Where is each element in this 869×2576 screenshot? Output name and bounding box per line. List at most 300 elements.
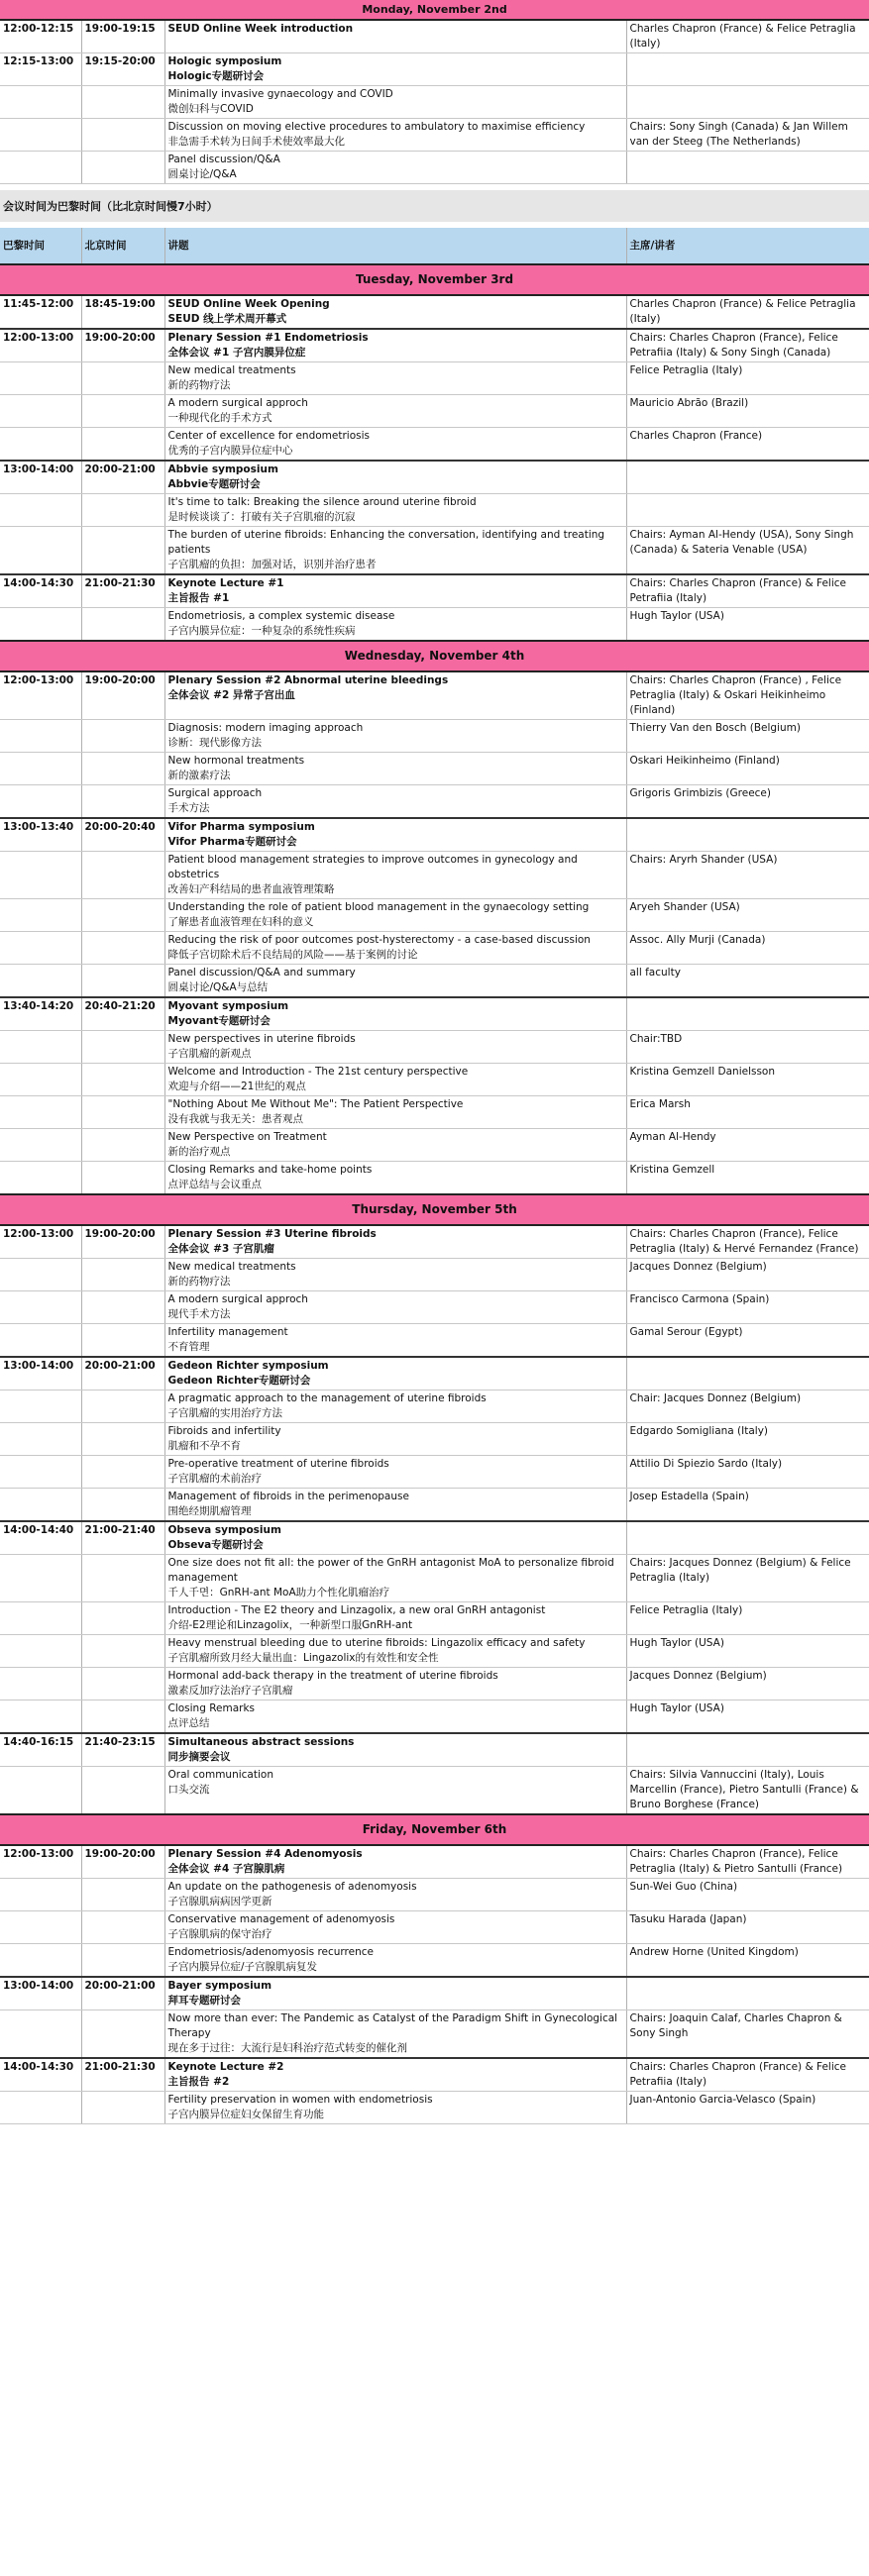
chair-speaker: Assoc. Ally Murji (Canada) — [626, 932, 869, 965]
paris-time — [0, 119, 81, 152]
paris-time — [0, 1031, 81, 1064]
topic-line: 圆桌讨论/Q&A — [167, 168, 237, 180]
topic-line: Obseva专题研讨会 — [167, 1539, 264, 1551]
beijing-time: 20:00-21:00 — [81, 461, 164, 494]
day-header-row — [0, 0, 869, 20]
column-header-topic: 讲题 — [164, 228, 626, 264]
topic-line: 子宫肌瘤的新观点 — [167, 1048, 252, 1060]
chair-speaker: Chairs: Aryrh Shander (USA) — [626, 852, 869, 899]
day-header-row — [0, 264, 869, 295]
chair-speaker: Charles Chapron (France) — [626, 428, 869, 462]
topic-line: Panel discussion/Q&A — [167, 154, 280, 165]
session-row — [0, 2058, 869, 2092]
beijing-time — [81, 152, 164, 184]
paris-time: 14:00-14:30 — [0, 574, 81, 608]
topic-line: 点评总结与会议重点 — [167, 1179, 262, 1190]
topic-line: Hormonal add-back therapy in the treatment of uterine fibroids — [167, 1670, 498, 1682]
paris-time — [0, 899, 81, 932]
topic-line: 新的药物疗法 — [167, 1276, 231, 1288]
topic-line: It's time to talk: Breaking the silence around uterine fibroid — [167, 496, 477, 508]
topic-line: 优秀的子宫内膜异位症中心 — [167, 445, 293, 457]
topic — [164, 295, 626, 329]
topic — [164, 395, 626, 428]
topic-line: Plenary Session #3 Uterine fibroids — [167, 1228, 377, 1240]
topic-line: One size does not fit all: the power of the GnRH antagonist MoA to personalize fibroid management — [167, 1557, 614, 1584]
paris-time — [0, 152, 81, 184]
topic — [164, 1423, 626, 1456]
topic-line: Infertility management — [167, 1326, 288, 1338]
topic-line: Pre-operative treatment of uterine fibroids — [167, 1458, 389, 1470]
paris-time — [0, 1668, 81, 1700]
topic-line: New medical treatments — [167, 364, 296, 376]
topic-line: Now more than ever: The Pandemic as Catalyst of the Paradigm Shift in Gynecological Therapy — [167, 2012, 618, 2039]
day-title: Wednesday, November 4th — [0, 641, 869, 671]
session-row — [0, 1031, 869, 1064]
session-row — [0, 1456, 869, 1489]
topic-line: Endometriosis/adenomyosis recurrence — [167, 1946, 374, 1958]
topic — [164, 785, 626, 819]
topic-line: 肌瘤和不孕不育 — [167, 1440, 241, 1452]
beijing-time: 19:00-20:00 — [81, 329, 164, 362]
chair-speaker: Jacques Donnez (Belgium) — [626, 1259, 869, 1291]
topic-line: Abbvie symposium — [167, 464, 278, 475]
topic-line: Patient blood management strategies to improve outcomes in gynecology and obstetrics — [167, 854, 578, 880]
topic-line: Hologic专题研讨会 — [167, 70, 265, 82]
topic-line: Conservative management of adenomyosis — [167, 1913, 395, 1925]
topic-line: New medical treatments — [167, 1261, 296, 1273]
topic-line: New perspectives in uterine fibroids — [167, 1033, 356, 1045]
topic-line: Fertility preservation in women with endometriosis — [167, 2094, 433, 2106]
session-row — [0, 20, 869, 53]
session-row — [0, 362, 869, 395]
topic-line: 全体会议 #3 子宫肌瘤 — [167, 1243, 274, 1255]
chair-speaker: Chairs: Charles Chapron (France), Felice Petraglia (Italy) & Hervé Fernandez (France) — [626, 1225, 869, 1259]
topic — [164, 1489, 626, 1522]
topic — [164, 932, 626, 965]
paris-time: 12:00-13:00 — [0, 1845, 81, 1879]
paris-time — [0, 932, 81, 965]
topic-line: 诊断：现代影像方法 — [167, 737, 262, 749]
paris-time — [0, 1489, 81, 1522]
topic — [164, 818, 626, 852]
beijing-time — [81, 1635, 164, 1668]
session-row — [0, 1162, 869, 1195]
chair-speaker — [626, 1733, 869, 1767]
session-row — [0, 295, 869, 329]
session-row — [0, 932, 869, 965]
topic-line: Minimally invasive gynaecology and COVID — [167, 88, 393, 100]
chair-speaker: Oskari Heikinheimo (Finland) — [626, 753, 869, 785]
chair-speaker: Mauricio Abrão (Brazil) — [626, 395, 869, 428]
session-row — [0, 1635, 869, 1668]
paris-time — [0, 753, 81, 785]
topic-line: 了解患者血液管理在妇科的意义 — [167, 916, 314, 928]
topic-line: 一种现代化的手术方式 — [167, 412, 272, 424]
topic-line: 千人千면：GnRH-ant MoA助力个性化肌瘤治疗 — [167, 1587, 390, 1598]
session-row — [0, 965, 869, 998]
topic-line: 子宫肌瘤的术前治疗 — [167, 1473, 262, 1485]
topic — [164, 1767, 626, 1815]
topic-line: 不育管理 — [167, 1341, 210, 1353]
topic-line: 现代手术方法 — [167, 1308, 231, 1320]
paris-time — [0, 1456, 81, 1489]
paris-time — [0, 1944, 81, 1978]
topic — [164, 1096, 626, 1129]
topic-line: 点评总结 — [167, 1717, 210, 1729]
topic-line: 微创妇科与COVID — [167, 103, 254, 115]
chair-speaker: Gamal Serour (Egypt) — [626, 1324, 869, 1358]
session-row — [0, 818, 869, 852]
chair-speaker: Chair: Jacques Donnez (Belgium) — [626, 1391, 869, 1423]
beijing-time — [81, 1456, 164, 1489]
chair-speaker: Chairs: Charles Chapron (France) & Felice Petrafiia (Italy) — [626, 2058, 869, 2092]
session-row — [0, 753, 869, 785]
chair-speaker: Andrew Horne (United Kingdom) — [626, 1944, 869, 1978]
paris-time: 13:00-14:00 — [0, 1977, 81, 2010]
beijing-time — [81, 395, 164, 428]
topic-line: 拜耳专题研讨会 — [167, 1995, 241, 2007]
session-row — [0, 997, 869, 1031]
topic — [164, 2092, 626, 2124]
session-row — [0, 1064, 869, 1096]
topic-line: A modern surgical approch — [167, 1293, 308, 1305]
topic-line: Oral communication — [167, 1769, 273, 1781]
chair-speaker: Ayman Al-Hendy — [626, 1129, 869, 1162]
topic — [164, 53, 626, 86]
beijing-time — [81, 119, 164, 152]
chair-speaker: all faculty — [626, 965, 869, 998]
beijing-time — [81, 1291, 164, 1324]
session-row — [0, 395, 869, 428]
topic-line: Surgical approach — [167, 787, 263, 799]
topic — [164, 428, 626, 462]
paris-time — [0, 1291, 81, 1324]
beijing-time — [81, 932, 164, 965]
beijing-time — [81, 1031, 164, 1064]
column-header-paris: 巴黎时间 — [0, 228, 81, 264]
paris-time — [0, 1259, 81, 1291]
topic-line: SEUD Online Week introduction — [167, 23, 354, 35]
chair-speaker: Tasuku Harada (Japan) — [626, 1911, 869, 1944]
topic — [164, 1357, 626, 1391]
day-title: Friday, November 6th — [0, 1814, 869, 1845]
beijing-time: 19:00-19:15 — [81, 20, 164, 53]
day-title: Tuesday, November 3rd — [0, 264, 869, 295]
topic-line: 是时候谈谈了：打破有关子宫肌瘤的沉寂 — [167, 511, 356, 523]
topic-line: 新的药物疗法 — [167, 379, 231, 391]
chair-speaker: Sun-Wei Guo (China) — [626, 1879, 869, 1911]
topic — [164, 329, 626, 362]
paris-time — [0, 1555, 81, 1602]
topic-line: Myovant专题研讨会 — [167, 1015, 271, 1027]
session-row — [0, 899, 869, 932]
paris-time: 13:40-14:20 — [0, 997, 81, 1031]
topic-line: Reducing the risk of poor outcomes post-hysterectomy - a case-based discussion — [167, 934, 591, 946]
topic — [164, 1977, 626, 2010]
topic-line: Hologic symposium — [167, 55, 282, 67]
topic-line: A modern surgical approch — [167, 397, 308, 409]
beijing-time — [81, 1162, 164, 1195]
paris-time — [0, 2010, 81, 2059]
chair-speaker: Attilio Di Spiezio Sardo (Italy) — [626, 1456, 869, 1489]
session-row — [0, 1391, 869, 1423]
topic — [164, 1602, 626, 1635]
chair-speaker: Chair:TBD — [626, 1031, 869, 1064]
paris-time — [0, 1129, 81, 1162]
session-row — [0, 1767, 869, 1815]
chair-speaker: Chairs: Charles Chapron (France), Felice Petrafiia (Italy) & Sony Singh (Canada) — [626, 329, 869, 362]
topic-line: 降低子宫切除术后不良结局的风险——基于案例的讨论 — [167, 949, 418, 961]
paris-time: 12:00-12:15 — [0, 20, 81, 53]
paris-time — [0, 1162, 81, 1195]
topic — [164, 965, 626, 998]
beijing-time — [81, 1489, 164, 1522]
chair-speaker: Charles Chapron (France) & Felice Petraglia (Italy) — [626, 295, 869, 329]
beijing-time: 20:00-21:00 — [81, 1977, 164, 2010]
paris-time — [0, 1064, 81, 1096]
chair-speaker: Felice Petraglia (Italy) — [626, 362, 869, 395]
chair-speaker: Chairs: Jacques Donnez (Belgium) & Felice Petraglia (Italy) — [626, 1555, 869, 1602]
topic — [164, 1291, 626, 1324]
column-header-row — [0, 228, 869, 264]
paris-time — [0, 1635, 81, 1668]
chair-speaker — [626, 818, 869, 852]
chair-speaker — [626, 1357, 869, 1391]
topic-line: Fibroids and infertility — [167, 1425, 281, 1437]
topic-line: 子宫腺肌病病因学更新 — [167, 1896, 272, 1907]
topic — [164, 119, 626, 152]
topic — [164, 494, 626, 527]
chair-speaker: Felice Petraglia (Italy) — [626, 1602, 869, 1635]
beijing-time: 18:45-19:00 — [81, 295, 164, 329]
beijing-time — [81, 608, 164, 642]
topic — [164, 362, 626, 395]
chair-speaker: Charles Chapron (France) & Felice Petraglia (Italy) — [626, 20, 869, 53]
topic-line: The burden of uterine fibroids: Enhancing the conversation, identifying and treating patients — [167, 529, 605, 556]
beijing-time — [81, 899, 164, 932]
topic — [164, 1391, 626, 1423]
session-row — [0, 1096, 869, 1129]
topic — [164, 1129, 626, 1162]
topic-line: Plenary Session #2 Abnormal uterine bleedings — [167, 674, 449, 686]
beijing-time: 21:00-21:30 — [81, 574, 164, 608]
session-row — [0, 86, 869, 119]
topic — [164, 852, 626, 899]
topic-line: Vifor Pharma专题研讨会 — [167, 836, 297, 848]
topic-line: 圆桌讨论/Q&A与总结 — [167, 981, 269, 993]
topic-line: New Perspective on Treatment — [167, 1131, 327, 1143]
paris-time: 14:00-14:30 — [0, 2058, 81, 2092]
topic-line: 全体会议 #1 子宫内膜异位症 — [167, 347, 306, 359]
topic — [164, 2058, 626, 2092]
beijing-time — [81, 1911, 164, 1944]
session-row — [0, 2092, 869, 2124]
topic-line: SEUD 线上学术周开幕式 — [167, 313, 287, 325]
topic-line: Myovant symposium — [167, 1000, 289, 1012]
beijing-time — [81, 1096, 164, 1129]
session-row — [0, 608, 869, 642]
topic-line: Keynote Lecture #1 — [167, 577, 284, 589]
beijing-time: 21:00-21:30 — [81, 2058, 164, 2092]
column-header-beijing: 北京时间 — [81, 228, 164, 264]
paris-time: 12:15-13:00 — [0, 53, 81, 86]
paris-time — [0, 1879, 81, 1911]
topic-line: SEUD Online Week Opening — [167, 298, 330, 310]
topic — [164, 1031, 626, 1064]
chair-speaker: Chairs: Charles Chapron (France) , Felice Petraglia (Italy) & Oskari Heikinheimo (Finland) — [626, 671, 869, 720]
beijing-time — [81, 1555, 164, 1602]
session-row — [0, 1944, 869, 1978]
chair-speaker: Chairs: Ayman Al-Hendy (USA), Sony Singh (Canada) & Sateria Venable (USA) — [626, 527, 869, 575]
topic-line: Panel discussion/Q&A and summary — [167, 967, 356, 979]
topic — [164, 1911, 626, 1944]
chair-speaker: Jacques Donnez (Belgium) — [626, 1668, 869, 1700]
paris-time — [0, 852, 81, 899]
chair-speaker: Francisco Carmona (Spain) — [626, 1291, 869, 1324]
topic — [164, 2010, 626, 2059]
paris-time — [0, 785, 81, 819]
session-row — [0, 1521, 869, 1555]
beijing-time: 20:00-20:40 — [81, 818, 164, 852]
chair-speaker: Hugh Taylor (USA) — [626, 1635, 869, 1668]
session-row — [0, 785, 869, 819]
topic-line: 子宫内膜异位症：一种复杂的系统性疾病 — [167, 625, 356, 637]
topic-line: 改善妇产科结局的患者血液管理策略 — [167, 883, 335, 895]
chair-speaker: Grigoris Grimbizis (Greece) — [626, 785, 869, 819]
beijing-time — [81, 494, 164, 527]
paris-time — [0, 720, 81, 753]
paris-time — [0, 1324, 81, 1358]
topic — [164, 1944, 626, 1978]
paris-time — [0, 395, 81, 428]
session-row — [0, 1129, 869, 1162]
chair-speaker — [626, 1977, 869, 2010]
topic — [164, 1064, 626, 1096]
beijing-time — [81, 1700, 164, 1734]
chair-speaker — [626, 86, 869, 119]
chair-speaker: Chairs: Joaquin Calaf, Charles Chapron & Sony Singh — [626, 2010, 869, 2059]
paris-time — [0, 1423, 81, 1456]
day-title: Thursday, November 5th — [0, 1194, 869, 1225]
session-row — [0, 852, 869, 899]
beijing-time: 19:00-20:00 — [81, 1225, 164, 1259]
beijing-time: 19:00-20:00 — [81, 1845, 164, 1879]
topic — [164, 1521, 626, 1555]
chair-speaker — [626, 461, 869, 494]
topic-line: 同步摘要会议 — [167, 1751, 231, 1763]
beijing-time: 21:40-23:15 — [81, 1733, 164, 1767]
paris-time — [0, 1767, 81, 1815]
chair-speaker — [626, 53, 869, 86]
paris-time — [0, 428, 81, 462]
topic-line: 主旨报告 #2 — [167, 2076, 230, 2088]
session-row — [0, 1291, 869, 1324]
session-row — [0, 1879, 869, 1911]
day-header-row — [0, 1194, 869, 1225]
beijing-time — [81, 2092, 164, 2124]
topic-line: 子宫内膜异位症妇女保留生育功能 — [167, 2109, 324, 2120]
session-row — [0, 1700, 869, 1734]
topic-line: 子宫肌瘤的负担：加强对话，识别并治疗患者 — [167, 559, 377, 570]
topic-line: 子宫腺肌病的保守治疗 — [167, 1928, 272, 1940]
paris-time: 13:00-13:40 — [0, 818, 81, 852]
beijing-time — [81, 1391, 164, 1423]
beijing-time — [81, 1879, 164, 1911]
paris-time — [0, 86, 81, 119]
topic-line: Introduction - The E2 theory and Linzagolix, a new oral GnRH antagonist — [167, 1604, 546, 1616]
chair-speaker: Juan-Antonio Garcia-Velasco (Spain) — [626, 2092, 869, 2124]
beijing-time: 21:00-21:40 — [81, 1521, 164, 1555]
day-title: Monday, November 2nd — [0, 0, 869, 20]
topic-line: An update on the pathogenesis of adenomyosis — [167, 1881, 417, 1893]
session-row — [0, 494, 869, 527]
beijing-time — [81, 1064, 164, 1096]
topic — [164, 152, 626, 184]
chair-speaker: Thierry Van den Bosch (Belgium) — [626, 720, 869, 753]
beijing-time — [81, 1668, 164, 1700]
beijing-time: 19:15-20:00 — [81, 53, 164, 86]
chair-speaker — [626, 494, 869, 527]
beijing-time — [81, 428, 164, 462]
beijing-time — [81, 785, 164, 819]
paris-time — [0, 1911, 81, 1944]
paris-time — [0, 527, 81, 575]
beijing-time — [81, 753, 164, 785]
topic-line: A pragmatic approach to the management of uterine fibroids — [167, 1392, 487, 1404]
beijing-time: 19:00-20:00 — [81, 671, 164, 720]
session-row — [0, 53, 869, 86]
chair-speaker: Hugh Taylor (USA) — [626, 608, 869, 642]
day-header-row — [0, 641, 869, 671]
topic-line: Heavy menstrual bleeding due to uterine fibroids: Lingazolix efficacy and safety — [167, 1637, 586, 1649]
session-row — [0, 1911, 869, 1944]
topic — [164, 1259, 626, 1291]
session-row — [0, 1977, 869, 2010]
topic-line: Plenary Session #1 Endometriosis — [167, 332, 369, 344]
session-row — [0, 1668, 869, 1700]
topic — [164, 1845, 626, 1879]
paris-time: 14:00-14:40 — [0, 1521, 81, 1555]
paris-time: 12:00-13:00 — [0, 671, 81, 720]
beijing-time — [81, 527, 164, 575]
paris-time — [0, 1700, 81, 1734]
session-row — [0, 329, 869, 362]
topic-line: 全体会议 #2 异常子宫出血 — [167, 689, 295, 701]
beijing-time — [81, 1602, 164, 1635]
paris-time: 13:00-14:00 — [0, 461, 81, 494]
beijing-time — [81, 2010, 164, 2059]
chair-speaker: Erica Marsh — [626, 1096, 869, 1129]
topic-line: Plenary Session #4 Adenomyosis — [167, 1848, 363, 1860]
session-row — [0, 428, 869, 462]
topic — [164, 1555, 626, 1602]
topic — [164, 1700, 626, 1734]
session-row — [0, 1602, 869, 1635]
session-row — [0, 671, 869, 720]
topic — [164, 1879, 626, 1911]
session-row — [0, 720, 869, 753]
chair-speaker: Kristina Gemzell — [626, 1162, 869, 1195]
topic-line: Bayer symposium — [167, 1980, 272, 1992]
topic — [164, 1225, 626, 1259]
beijing-time — [81, 86, 164, 119]
topic — [164, 461, 626, 494]
chair-speaker — [626, 1521, 869, 1555]
beijing-time — [81, 965, 164, 998]
chair-speaker — [626, 152, 869, 184]
topic-line: Discussion on moving elective procedures to ambulatory to maximise efficiency — [167, 121, 586, 133]
paris-time — [0, 1602, 81, 1635]
